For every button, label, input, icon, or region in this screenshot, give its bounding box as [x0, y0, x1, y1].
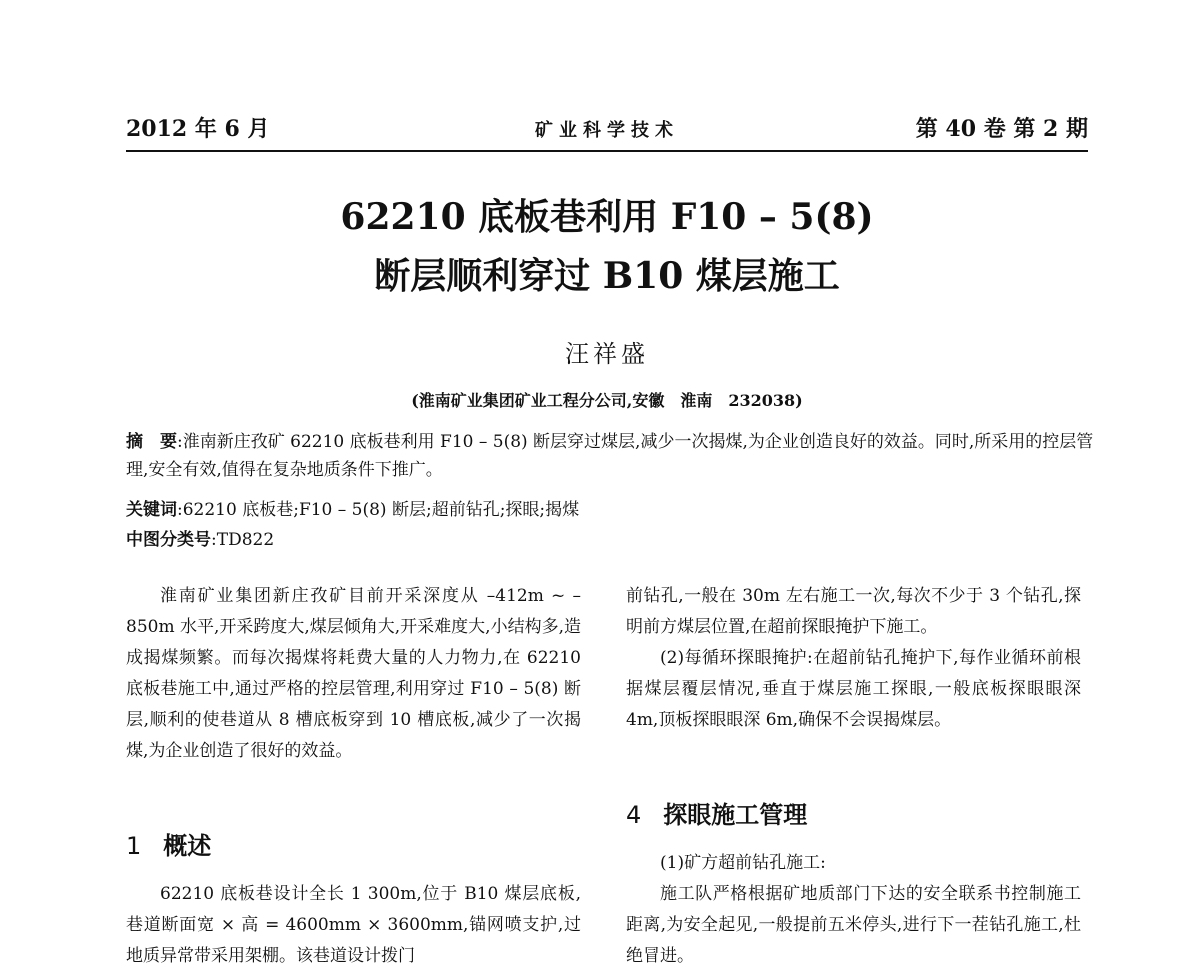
right-paragraph-2: (2)每循环探眼掩护:在超前钻孔掩护下,每作业循环前根据煤层覆层情况,垂直于煤层施工探眼,一般底板探眼眼深 4m,顶板探眼眼深 6m,确保不会误揭煤层。 — [626, 648, 1081, 730]
keywords-text: :62210 底板巷;F10 – 5(8) 断层;超前钻孔;探眼;揭煤 — [177, 500, 580, 520]
right-paragraph-3: (1)矿方超前钻孔施工: — [660, 853, 826, 873]
author-name: 汪祥盛 — [565, 340, 649, 368]
right-paragraph-4: 施工队严格根据矿地质部门下达的安全联系书控制施工距离,为安全起见,一般提前五米停头,进行下一茬钻孔施工,杜绝冒进。 — [626, 884, 1081, 966]
classification-text: :TD822 — [211, 530, 275, 550]
left-column-intro — [126, 581, 581, 767]
right-column-section-text — [626, 848, 1081, 972]
abstract-text: :淮南新庄孜矿 62210 底板巷利用 F10 – 5(8) 断层穿过煤层,减少一次揭煤,为企业创造良好的效益。同时,所采用的控层管理,安全有效,值得在复杂地质条件下推广。 — [126, 432, 1094, 480]
section-heading-4 — [626, 795, 807, 830]
keywords-label: 关键词 — [126, 500, 177, 520]
intro-paragraph: 淮南矿业集团新庄孜矿目前开采深度从 –412m ~ –850m 水平,开采跨度大,煤层倾角大,开采难度大,小结构多,造成揭煤频繁。而每次揭煤将耗费大量的人力物力,在 62210 底板巷施工中,通过严格的控层管理,利用穿过 F10 – 5(8) 断层,顺利的使巷道从 8 槽底板穿到 10 槽底板,减少了一次揭煤,为企业创造了很好的效益。 — [126, 586, 581, 761]
paper-title-line-1: 62210 底板巷利用 F10 – 5(8) — [340, 196, 874, 238]
section-number: 1 — [126, 832, 142, 860]
classification-label: 中图分类号 — [126, 530, 211, 550]
right-paragraph-1: 前钻孔,一般在 30m 左右施工一次,每次不少于 3 个钻孔,探明前方煤层位置,在超前探眼掩护下施工。 — [626, 586, 1081, 637]
abstract-label: 摘 要 — [126, 432, 177, 452]
keywords — [126, 496, 1096, 524]
header-rule — [126, 150, 1088, 152]
running-header — [126, 112, 1088, 152]
section-title: 探眼施工管理 — [663, 800, 808, 829]
affiliation: (淮南矿业集团矿业工程分公司,安徽 淮南 232038) — [411, 391, 803, 410]
section-1-paragraph: 62210 底板巷设计全长 1 300m,位于 B10 煤层底板,巷道断面宽 × 高 = 4600mm × 3600mm,锚网喷支护,过地质异常带采用架棚。该巷道设计拨门 — [126, 884, 581, 966]
right-column-top — [626, 581, 1081, 736]
section-title: 概述 — [163, 831, 212, 860]
abstract — [126, 428, 1096, 484]
classification — [126, 526, 1096, 554]
header-date: 2012 年 6 月 — [126, 116, 270, 142]
header-journal: 矿业科学技术 — [535, 120, 679, 141]
section-heading-1 — [126, 826, 211, 861]
paper-title-line-2: 断层顺利穿过 B10 煤层施工 — [374, 255, 840, 297]
section-number: 4 — [626, 801, 642, 829]
left-column-section-text — [126, 879, 581, 972]
header-issue: 第 40 卷 第 2 期 — [915, 116, 1088, 142]
